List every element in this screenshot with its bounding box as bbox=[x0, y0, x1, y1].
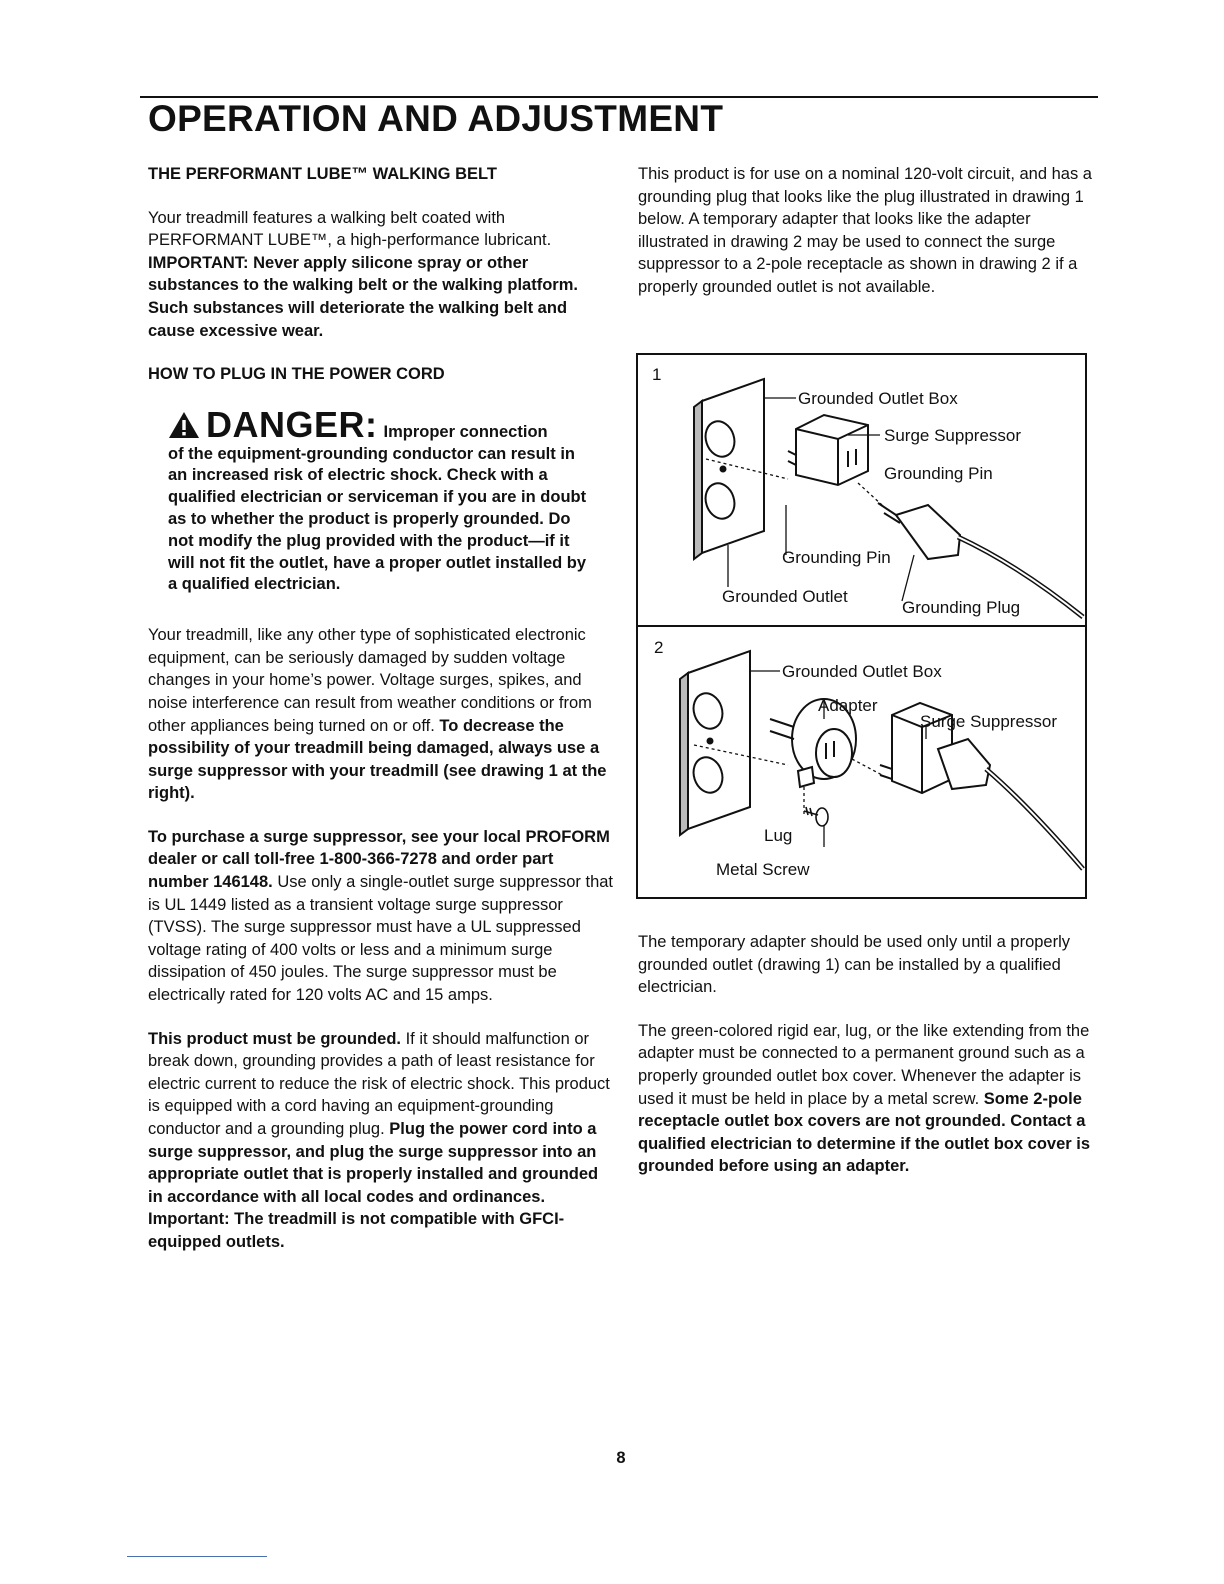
ground-text: If it should malfunction or break down, grounding provides a path of least resistance for electric current to reduce the risk of electric shock. This product is equipped with a cord having an equipment-grounding conductor and a grounding plug. bbox=[148, 1029, 610, 1138]
ear-paragraph bbox=[638, 1020, 1093, 1178]
ear-text: The green-colored rigid ear, lug, or the like extending from the adapter must be connected to a permanent ground such as a properly grounded outlet box cover. Whenever the adapter is used it must be held in place by a metal screw. bbox=[638, 1021, 1090, 1108]
drawings-illustration bbox=[638, 355, 1085, 897]
adapter-paragraph: The temporary adapter should be used only until a properly grounded outlet (drawing 1) can be installed by a qualified electrician. bbox=[638, 933, 1071, 997]
metal-screw-2 bbox=[804, 807, 828, 826]
purchase-paragraph bbox=[148, 826, 614, 1007]
ground-bold: This product must be grounded. bbox=[148, 1029, 401, 1048]
label-grounding-pin-top: Grounding Pin bbox=[884, 464, 993, 483]
drawing-1-number: 1 bbox=[652, 365, 662, 384]
surge-paragraph bbox=[148, 624, 614, 805]
lube-important: IMPORTANT: Never apply silicone spray or other substances to the walking belt or the walking platform. Such substances will deteriorate the walking belt and cause excessive wear. bbox=[148, 253, 578, 340]
right-column-top bbox=[638, 163, 1093, 320]
warning-triangle-icon bbox=[168, 411, 200, 439]
label-metal-screw: Metal Screw bbox=[716, 860, 810, 879]
surge-bold: To decrease the possibility of your treadmill being damaged, always use a surge suppressor with your treadmill (see drawing 1 at the right). bbox=[148, 716, 607, 803]
label-adapter: Adapter bbox=[818, 696, 878, 715]
circuit-paragraph: This product is for use on a nominal 120-volt circuit, and has a grounding plug that looks like the plug illustrated in drawing 1 below. A temporary adapter that looks like the adapter illustrated in drawing 2 may be used to connect the surge suppressor to a 2-pole receptacle as shown in drawing 2 if a properly grounded outlet is not available. bbox=[638, 165, 1092, 296]
label-surge-suppressor-1: Surge Suppressor bbox=[884, 426, 1022, 445]
lube-paragraph bbox=[148, 207, 614, 343]
label-lug: Lug bbox=[764, 826, 793, 845]
label-grounding-pin-bottom: Grounding Pin bbox=[782, 548, 891, 567]
label-grounded-outlet: Grounded Outlet bbox=[722, 587, 848, 606]
ear-bold: Some 2-pole receptacle outlet box covers are not grounded. Contact a qualified electrician to determine if the outlet box cover is grounded before using an adapter. bbox=[638, 1089, 1091, 1176]
danger-lead: Improper connection bbox=[383, 422, 548, 441]
danger-warning bbox=[168, 403, 588, 596]
outlet-plate-2 bbox=[680, 651, 750, 835]
danger-text: of the equipment-grounding conductor can result in an increased risk of electric shock. Check with a qualified electrician or serviceman if you are in doubt as to whether the product is properly grounded. Do not modify the plug provided with the product—if it will not fit the outlet, have a proper outlet installed by a qualified electrician. bbox=[168, 444, 587, 594]
drawing-2-number: 2 bbox=[654, 638, 664, 657]
label-grounding-plug: Grounding Plug bbox=[902, 598, 1021, 617]
page-number: 8 bbox=[616, 1449, 626, 1467]
grounded-outlet-plate bbox=[694, 379, 764, 559]
lube-text: Your treadmill features a walking belt coated with PERFORMANT LUBE™, a high-performance lubricant. bbox=[148, 208, 552, 250]
drawings-box bbox=[636, 353, 1087, 899]
left-column bbox=[148, 163, 614, 1275]
lube-heading: THE PERFORMANT LUBE™ WALKING BELT bbox=[148, 165, 497, 183]
surge-text: Your treadmill, like any other type of sophisticated electronic equipment, can be seriously damaged by sudden voltage changes in your home’s power. Voltage surges, spikes, and noise interference can result from weather conditions or from other appliances being turned on or off. bbox=[148, 626, 592, 735]
page-title: OPERATION AND ADJUSTMENT bbox=[148, 98, 724, 139]
surge-suppressor-1 bbox=[788, 415, 868, 485]
label-grounded-outlet-box-1: Grounded Outlet Box bbox=[798, 389, 958, 408]
right-column-bottom bbox=[638, 931, 1093, 1199]
plug-heading: HOW TO PLUG IN THE POWER CORD bbox=[148, 365, 445, 384]
label-surge-suppressor-2: Surge Suppressor bbox=[920, 712, 1058, 731]
purchase-bold: To purchase a surge suppressor, see your local PROFORM dealer or call toll-free 1-800-366-7278 and order part number 146148. bbox=[148, 827, 610, 892]
label-grounded-outlet-box-2: Grounded Outlet Box bbox=[782, 662, 942, 681]
footer-line bbox=[127, 1556, 267, 1557]
ground-bold-2: Plug the power cord into a surge suppressor, and plug the surge suppressor into an appropriate outlet that is properly installed and grounded in accordance with all local codes and ordinances. Important: The treadmill is not compatible with GFCI-equipped outlets. bbox=[148, 1120, 599, 1251]
ground-paragraph bbox=[148, 1028, 614, 1254]
danger-word: DANGER: bbox=[206, 403, 378, 445]
purchase-text: Use only a single-outlet surge suppressor that is UL 1449 listed as a transient voltage surge suppressor (TVSS). The surge suppressor must have a UL suppressed voltage rating of 400 volts or less and a minimum surge dissipation of 450 joules. The surge suppressor must be electrically rated for 120 volts AC and 15 amps. bbox=[148, 873, 614, 1005]
